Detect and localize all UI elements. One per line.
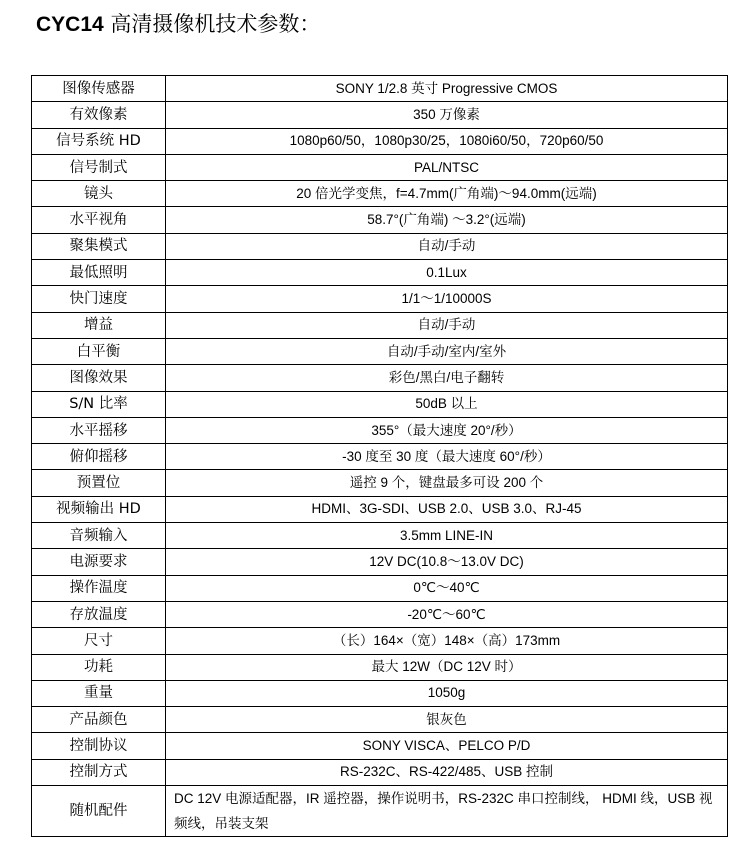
model-name: CYC14 (36, 13, 104, 36)
spec-label: 信号系统 HD (32, 128, 166, 154)
table-row (32, 680, 728, 706)
spec-value: DC 12V 电源适配器，IR 遥控器，操作说明书，RS-232C 串口控制线， HDMI 线，USB 视频线，吊装支架 (166, 786, 728, 837)
spec-value: SONY VISCA、PELCO P/D (166, 733, 728, 759)
spec-label: 聚集模式 (32, 233, 166, 259)
spec-value: -20℃～60℃ (166, 601, 728, 627)
table-row (32, 128, 728, 154)
spec-value: SONY 1/2.8 英寸 Progressive CMOS (166, 76, 728, 102)
spec-value: 自动/手动 (166, 233, 728, 259)
table-row (32, 549, 728, 575)
spec-label: 重量 (32, 680, 166, 706)
spec-label: 控制方式 (32, 759, 166, 785)
spec-label: 产品颜色 (32, 707, 166, 733)
spec-label: 功耗 (32, 654, 166, 680)
spec-label: 快门速度 (32, 286, 166, 312)
spec-value: PAL/NTSC (166, 154, 728, 180)
spec-label: 水平视角 (32, 207, 166, 233)
spec-value: 350 万像素 (166, 102, 728, 128)
spec-label: 俯仰摇移 (32, 444, 166, 470)
table-row (32, 338, 728, 364)
table-row (32, 575, 728, 601)
spec-label: 存放温度 (32, 601, 166, 627)
spec-label: S/N 比率 (32, 391, 166, 417)
spec-label: 白平衡 (32, 338, 166, 364)
table-row (32, 312, 728, 338)
spec-label: 电源要求 (32, 549, 166, 575)
table-row (32, 181, 728, 207)
spec-label: 增益 (32, 312, 166, 338)
spec-value: 0℃～40℃ (166, 575, 728, 601)
table-row (32, 102, 728, 128)
table-row (32, 417, 728, 443)
spec-value: 12V DC(10.8～13.0V DC) (166, 549, 728, 575)
spec-label: 尺寸 (32, 628, 166, 654)
spec-value: 彩色/黑白/电子翻转 (166, 365, 728, 391)
table-row (32, 76, 728, 102)
spec-label: 预置位 (32, 470, 166, 496)
spec-label: 最低照明 (32, 260, 166, 286)
table-row (32, 707, 728, 733)
spec-label: 镜头 (32, 181, 166, 207)
spec-value: 自动/手动 (166, 312, 728, 338)
table-row (32, 391, 728, 417)
table-row (32, 233, 728, 259)
spec-value: HDMI、3G-SDI、USB 2.0、USB 3.0、RJ-45 (166, 496, 728, 522)
spec-label: 随机配件 (32, 786, 166, 837)
spec-label: 水平摇移 (32, 417, 166, 443)
spec-value: 355°（最大速度 20°/秒） (166, 417, 728, 443)
spec-value: 20 倍光学变焦，f=4.7mm(广角端)～94.0mm(远端) (166, 181, 728, 207)
page-title (36, 10, 320, 39)
table-row (32, 207, 728, 233)
table-row (32, 733, 728, 759)
spec-value: 58.7°(广角端) ～3.2°(远端) (166, 207, 728, 233)
spec-value: 0.1Lux (166, 260, 728, 286)
spec-value: 3.5mm LINE-IN (166, 523, 728, 549)
spec-label: 音频输入 (32, 523, 166, 549)
spec-value: 1080p60/50，1080p30/25，1080i60/50，720p60/50 (166, 128, 728, 154)
table-row (32, 154, 728, 180)
table-row (32, 470, 728, 496)
spec-label: 控制协议 (32, 733, 166, 759)
spec-table (31, 75, 728, 837)
table-row (32, 628, 728, 654)
spec-value: 自动/手动/室内/室外 (166, 338, 728, 364)
spec-value: -30 度至 30 度（最大速度 60°/秒） (166, 444, 728, 470)
table-row (32, 286, 728, 312)
title-text: 高清摄像机技术参数： (103, 12, 321, 36)
spec-label: 操作温度 (32, 575, 166, 601)
table-row (32, 786, 728, 837)
table-row (32, 260, 728, 286)
spec-value: 银灰色 (166, 707, 728, 733)
table-row (32, 365, 728, 391)
spec-value: 遥控 9 个，键盘最多可设 200 个 (166, 470, 728, 496)
table-row (32, 759, 728, 785)
table-row (32, 523, 728, 549)
spec-value: 50dB 以上 (166, 391, 728, 417)
spec-value: 1050g (166, 680, 728, 706)
spec-value: 1/1～1/10000S (166, 286, 728, 312)
table-row (32, 496, 728, 522)
spec-value: RS-232C、RS-422/485、USB 控制 (166, 759, 728, 785)
spec-label: 视频输出 HD (32, 496, 166, 522)
spec-label: 信号制式 (32, 154, 166, 180)
spec-label: 图像传感器 (32, 76, 166, 102)
spec-label: 有效像素 (32, 102, 166, 128)
table-row (32, 601, 728, 627)
table-row (32, 444, 728, 470)
spec-value: 最大 12W（DC 12V 时） (166, 654, 728, 680)
spec-value: （长）164×（宽）148×（高）173mm (166, 628, 728, 654)
spec-label: 图像效果 (32, 365, 166, 391)
table-row (32, 654, 728, 680)
